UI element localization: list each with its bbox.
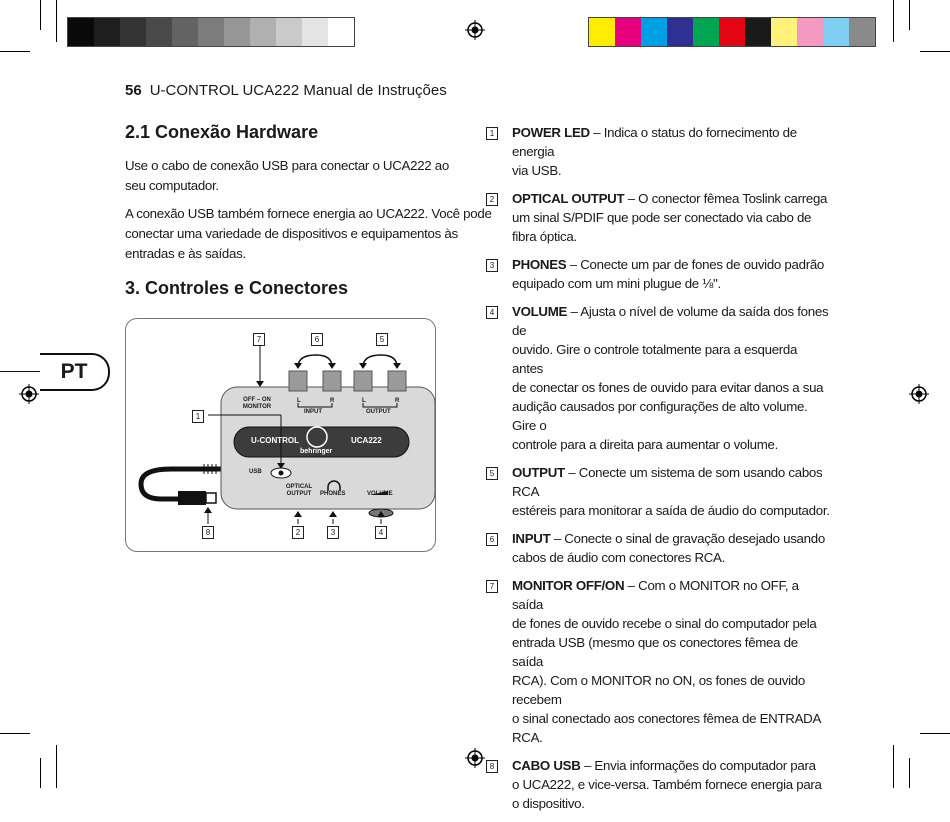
output-r-label: R	[395, 398, 400, 404]
callout-8: 8	[202, 526, 214, 539]
item-line	[512, 123, 831, 161]
color-swatch	[68, 18, 94, 46]
color-swatch	[250, 18, 276, 46]
ucontrol-logo-text: U-CONTROL	[251, 436, 299, 445]
color-swatch	[641, 18, 667, 46]
callout-3: 3	[327, 526, 339, 539]
list-item	[486, 123, 831, 180]
item-line	[512, 709, 831, 747]
item-number: 6	[486, 533, 498, 546]
item-text: o dispositivo.	[512, 796, 585, 811]
crop-mark	[56, 0, 57, 42]
volume-label: VOLUME	[367, 491, 393, 497]
item-text: – Ajusta o nível de volume da saída dos fones de	[512, 304, 829, 338]
rca-jack-output-r	[388, 371, 406, 391]
item-text: entrada USB (mesmo que os conectores fêmea de saída	[512, 635, 798, 669]
list-item	[486, 463, 831, 520]
power-led	[279, 471, 284, 476]
item-title: MONITOR OFF/ON	[512, 578, 625, 593]
item-line	[512, 302, 831, 340]
item-number: 2	[486, 193, 498, 206]
running-header	[125, 82, 447, 99]
color-swatch	[823, 18, 849, 46]
item-number: 4	[486, 306, 498, 319]
monitor-switch-label: OFF – ON MONITOR	[242, 397, 272, 410]
list-item	[486, 576, 831, 747]
color-swatch	[276, 18, 302, 46]
crop-mark	[40, 758, 41, 788]
item-text: – Conecte um par de fones de ouvido padrão	[569, 257, 825, 272]
item-line	[512, 463, 831, 501]
brand-logo-text: behringer	[300, 448, 333, 455]
item-line	[512, 501, 831, 520]
item-title: VOLUME	[512, 304, 568, 319]
output-label: OUTPUT	[366, 409, 391, 415]
item-number: 1	[486, 127, 498, 140]
item-text: fibra óptica.	[512, 229, 577, 244]
crop-mark	[893, 745, 894, 788]
registration-mark-icon	[19, 384, 39, 404]
item-text: – Indica o status do fornecimento de energia	[512, 125, 797, 159]
item-text: – Envia informações do computador para	[583, 758, 816, 773]
item-line	[512, 794, 831, 813]
color-swatch	[849, 18, 875, 46]
color-swatch	[172, 18, 198, 46]
registration-mark-icon	[909, 384, 929, 404]
item-line	[512, 378, 831, 397]
color-swatch	[94, 18, 120, 46]
item-number: 3	[486, 259, 498, 272]
color-swatch	[589, 18, 615, 46]
color-swatch	[797, 18, 823, 46]
item-text: de conectar os fones de ouvido para evitar danos a sua	[512, 380, 824, 395]
color-swatch	[328, 18, 354, 46]
item-line	[512, 548, 831, 567]
usb-plug-tip	[206, 493, 216, 503]
item-text: controle para a direita para aumentar o volume.	[512, 437, 779, 452]
color-swatch	[745, 18, 771, 46]
item-line	[512, 576, 831, 614]
color-swatch	[302, 18, 328, 46]
color-swatch	[693, 18, 719, 46]
item-line	[512, 397, 831, 435]
item-text: de fones de ouvido recebe o sinal do computador pela	[512, 616, 817, 631]
item-text: – O conector fêmea Toslink carrega	[627, 191, 828, 206]
list-item	[486, 529, 831, 567]
item-text: audição causados por configurações de alto volume. Gire o	[512, 399, 808, 433]
tab-line	[0, 371, 42, 372]
crop-mark	[893, 0, 894, 42]
color-swatch	[198, 18, 224, 46]
section-heading-controls: 3. Controles e Conectores	[125, 278, 349, 298]
item-text: o UCA222, e vice-versa. Também fornece energia para	[512, 777, 822, 792]
item-text: o sinal conectado aos conectores fêmea de ENTRADA RCA.	[512, 711, 821, 745]
item-line	[512, 340, 831, 378]
color-swatch	[615, 18, 641, 46]
color-swatch	[146, 18, 172, 46]
rca-jack-input-r	[323, 371, 341, 391]
callout-1: 1	[192, 410, 204, 423]
registration-mark-icon	[465, 748, 485, 768]
section-heading-hardware: 2.1 Conexão Hardware	[125, 122, 319, 142]
callout-6: 6	[311, 333, 323, 346]
item-line	[512, 255, 831, 274]
page-number: 56	[125, 82, 142, 99]
language-tab: PT	[40, 353, 110, 391]
input-l-label: L	[297, 398, 301, 404]
item-number: 5	[486, 467, 498, 480]
item-title: INPUT	[512, 531, 551, 546]
item-line	[512, 435, 831, 454]
item-text: um sinal S/PDIF que pode ser conectado via cabo de	[512, 210, 812, 225]
item-text: via USB.	[512, 163, 562, 178]
item-text: estéreis para monitorar a saída de áudio do computador.	[512, 503, 830, 518]
crop-mark	[0, 733, 30, 734]
grayscale-calibration-bar	[67, 17, 355, 47]
item-line	[512, 274, 831, 293]
list-item	[486, 189, 831, 246]
item-line	[512, 614, 831, 633]
controls-list	[486, 123, 831, 822]
crop-mark	[909, 758, 910, 788]
crop-mark	[0, 51, 30, 52]
item-line	[512, 529, 831, 548]
phones-label: PHONES	[320, 491, 346, 497]
manual-title: U-CONTROL UCA222 Manual de Instruções	[149, 82, 447, 99]
item-title: OPTICAL OUTPUT	[512, 191, 625, 206]
item-text: – Conecte um sistema de som usando cabos RCA	[512, 465, 823, 499]
item-line	[512, 671, 831, 709]
list-item	[486, 302, 831, 454]
optical-output-label: OPTICAL OUTPUT	[285, 484, 313, 497]
paragraph-usb-power: A conexão USB também fornece energia ao UCA222. Você pode conectar uma variedade de dispositivos e equipamentos às entradas e às saídas.	[125, 206, 492, 261]
model-logo-text: UCA222	[351, 436, 382, 445]
item-title: POWER LED	[512, 125, 590, 140]
color-swatch	[667, 18, 693, 46]
usb-label: USB	[249, 469, 262, 475]
registration-mark-icon	[465, 20, 485, 40]
item-line	[512, 208, 831, 227]
color-swatch	[719, 18, 745, 46]
crop-mark	[920, 733, 950, 734]
color-calibration-bar	[588, 17, 876, 47]
item-text: equipado com um mini plugue de ⅛".	[512, 276, 721, 291]
item-text: cabos de áudio com conectores RCA.	[512, 550, 726, 565]
crop-mark	[56, 745, 57, 788]
input-label: INPUT	[304, 409, 322, 415]
item-title: PHONES	[512, 257, 567, 272]
item-text: – Com o MONITOR no OFF, a saída	[512, 578, 799, 612]
input-r-label: R	[330, 398, 335, 404]
item-line	[512, 227, 831, 246]
item-line	[512, 161, 831, 180]
item-title: OUTPUT	[512, 465, 565, 480]
usb-plug	[178, 491, 206, 505]
list-item	[486, 756, 831, 813]
rca-jack-output-l	[354, 371, 372, 391]
crop-mark	[909, 0, 910, 30]
list-item	[486, 255, 831, 293]
rca-jack-input-l	[289, 371, 307, 391]
item-line	[512, 633, 831, 671]
color-swatch	[120, 18, 146, 46]
callout-4: 4	[375, 526, 387, 539]
item-title: CABO USB	[512, 758, 581, 773]
output-l-label: L	[362, 398, 366, 404]
item-line	[512, 775, 831, 794]
paragraph-usb-connection: Use o cabo de conexão USB para conectar o UCA222 ao seu computador.	[125, 158, 449, 193]
item-line	[512, 756, 831, 775]
item-number: 7	[486, 580, 498, 593]
item-text: RCA). Com o MONITOR no ON, os fones de ouvido recebem	[512, 673, 805, 707]
color-swatch	[771, 18, 797, 46]
callout-7: 7	[253, 333, 265, 346]
callout-5: 5	[376, 333, 388, 346]
callout-2: 2	[292, 526, 304, 539]
item-number: 8	[486, 760, 498, 773]
item-line	[512, 189, 831, 208]
crop-mark	[40, 0, 41, 30]
item-text: – Conecte o sinal de gravação desejado usando	[553, 531, 825, 546]
crop-mark	[920, 51, 950, 52]
device-diagram	[125, 318, 436, 552]
item-text: ouvido. Gire o controle totalmente para a esquerda antes	[512, 342, 798, 376]
color-swatch	[224, 18, 250, 46]
